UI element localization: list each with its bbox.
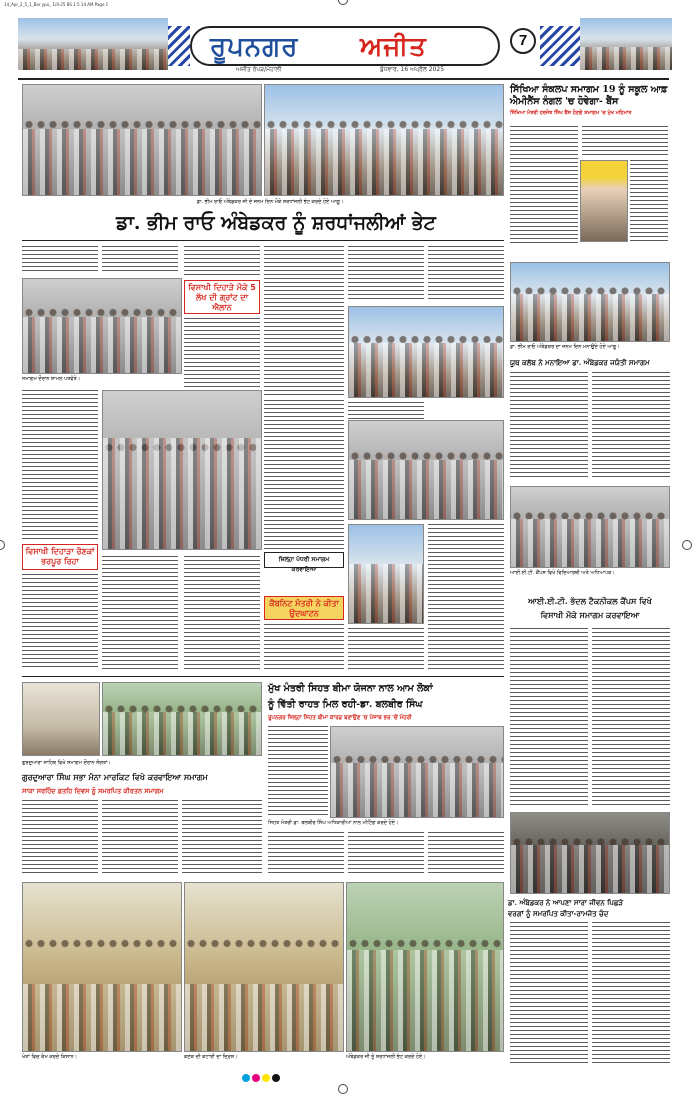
masthead-title-right: ਅਜੀਤ	[360, 32, 427, 62]
right-top-text	[510, 126, 578, 244]
crop-mark-right	[682, 540, 692, 550]
large-group-photo	[102, 390, 262, 550]
mid-garland-photo	[348, 524, 424, 624]
gurdwara-sangat-photo	[102, 682, 262, 756]
main-headline: ਡਾ. ਭੀਮ ਰਾਓ ਅੰਬੇਡਕਰ ਨੂੰ ਸ਼ਰਧਾਂਜਲੀਆਂ ਭੇਟ	[116, 212, 436, 234]
crop-mark-left	[0, 540, 5, 550]
headline-rule	[22, 240, 504, 241]
top-left-photo	[22, 84, 262, 196]
health-subhead: ਰੂਪਨਗਰ ਜ਼ਿਲ੍ਹਾ ਸਿਹਤ ਬੀਮਾ ਕਾਰਡ ਬਣਾਉਣ 'ਚ ਪੰਜਾਬ ਭਰ 'ਚੋਂ ਮੋਹਰੀ	[268, 715, 412, 721]
bottom-right-text-a	[510, 922, 588, 1064]
masthead-date: ਬੁੱਧਵਾਰ, 16 ਅਪ੍ਰੈਲ 2025	[380, 66, 445, 73]
right-top-text-3	[630, 160, 668, 242]
masthead-title-left: ਰੂਪਨਗਰ	[210, 32, 299, 62]
section-rule	[22, 676, 504, 677]
masthead-left-image	[18, 18, 168, 70]
masthead-pattern-left	[168, 26, 190, 66]
top-photo-caption: ਡਾ. ਭੀਮ ਰਾਓ ਅੰਬੇਡਕਰ ਜੀ ਦੇ ਜਨਮ ਦਿਨ ਮੌਕੇ ਸ਼ਰਧਾਂਜਲੀ ਭੇਟ ਕਰਦੇ ਹੋਏ ਆਗੂ।	[196, 199, 344, 205]
crop-mark-bottom	[338, 1084, 348, 1094]
gurdwara-text-c	[182, 800, 262, 876]
registration-dot-magenta	[252, 1074, 260, 1082]
bottom-caption-3: ਅੰਬੇਡਕਰ ਜੀ ਨੂੰ ਸ਼ਰਧਾਂਜਲੀ ਭੇਟ ਕਰਦੇ ਹੋਏ।	[346, 1054, 426, 1060]
left-top-photo	[22, 278, 182, 374]
center-text-e	[264, 400, 344, 550]
iet-headline-2: ਵਿਸਾਖੀ ਮੌਕੇ ਸਮਾਗਮ ਕਰਵਾਇਆ	[540, 610, 640, 620]
center-text-d	[184, 556, 260, 670]
red-box-headline: ਕੈਬਨਿਟ ਮੰਤਰੀ ਨੇ ਕੀਤਾ ਉਦਘਾਟਨ	[264, 596, 344, 620]
gurdwara-subhead: ਸਾਕਾ ਸਰਹਿੰਦ ਫ਼ਤਹਿ ਦਿਵਸ ਨੂੰ ਸਮਰਪਿਤ ਕੀਰਤਨ ਸਮਾਗਮ	[22, 787, 164, 795]
right-top-subhead: ਸਿੱਖਿਆ ਮੰਤਰੀ ਹਰਜੋਤ ਸਿੰਘ ਬੈਂਸ ਹੋਣਗੇ ਸਮਾਗਮ 'ਚ ਮੁੱਖ ਮਹਿਮਾਨ	[510, 110, 632, 116]
mid-text-d	[428, 524, 504, 670]
gurdwara-photo-caption: ਗੁਰਦੁਆਰਾ ਸਾਹਿਬ ਵਿਖੇ ਸਮਾਗਮ ਦੌਰਾਨ ਸੰਗਤਾਂ।	[22, 760, 111, 766]
crop-mark-top	[338, 0, 348, 5]
right-story2-text-a	[510, 372, 588, 480]
iet-campus-photo	[510, 486, 670, 568]
left-box-headline: ਵਿਸਾਖੀ ਦਿਹਾੜਾ ਰੌਣਕਾਂ ਭਰਪੂਰ ਰਿਹਾ	[22, 544, 98, 570]
health-meeting-photo	[330, 726, 504, 818]
bottom-right-headline-2: ਵਰਗਾਂ ਨੂੰ ਸਮਰਪਿਤ ਕੀਤਾ-ਰਾਮਜੋਤ ਚੰਦ	[508, 909, 609, 918]
center-text-b	[184, 318, 260, 388]
print-slug: 14_Apr_2_5_1_Bar ypu_ 1/4-25 BS 1:5 14 AM Page 1	[4, 2, 109, 7]
top-right-photo	[264, 84, 504, 196]
bottom-field-photo-2	[184, 882, 344, 1052]
bottom-caption-1: ਖੇਤਾਂ ਵਿਚ ਕੰਮ ਕਰਦੇ ਕਿਸਾਨ।	[22, 1054, 78, 1060]
left-intro-text	[22, 246, 98, 274]
health-headline-1: ਮੁੱਖ ਮੰਤਰੀ ਸਿਹਤ ਬੀਮਾ ਯੋਜਨਾ ਨਾਲ ਆਮ ਲੋਕਾਂ	[268, 683, 433, 694]
iet-text-a	[510, 628, 588, 808]
health-text-a	[268, 726, 328, 818]
left-text-c	[102, 556, 178, 670]
left-text-a	[22, 390, 98, 540]
health-text-b	[268, 832, 344, 876]
center-box-headline: ਵਿਸਾਖੀ ਦਿਹਾੜੇ ਮੌਕੇ 5 ਲੱਖ ਦੀ ਗ੍ਰਾਂਟ ਦਾ ਐਲਾਨ	[184, 280, 260, 314]
right-story2-headline: ਯੂਥ ਕਲੱਬ ਨੇ ਮਨਾਇਆ ਡਾ. ਅੰਬੇਡਕਰ ਜਯੰਤੀ ਸਮਾਗਮ	[510, 358, 650, 367]
mid-text-b	[428, 246, 504, 302]
bottom-field-photo-1	[22, 882, 182, 1052]
right-top-text-2	[582, 126, 668, 158]
masthead-title-box	[190, 26, 500, 66]
health-meeting-caption: ਸਿਹਤ ਮੰਤਰੀ ਡਾ. ਬਲਬੀਰ ਸਿੰਘ ਅਧਿਕਾਰੀਆਂ ਨਾਲ ਮੀਟਿੰਗ ਕਰਦੇ ਹੋਏ।	[268, 820, 399, 826]
bottom-right-text-b	[592, 922, 670, 1064]
masthead-right-image	[580, 18, 672, 70]
ambedkar-event-photo	[510, 812, 670, 894]
health-text-d	[428, 832, 504, 876]
iet-headline-1: ਆਈ.ਈ.ਟੀ. ਭੱਦਲ ਟੈਕਨੀਕਲ ਕੈਂਪਸ ਵਿਖੇ	[528, 596, 652, 606]
masthead-rule	[18, 78, 669, 80]
health-text-c	[348, 832, 424, 876]
minister-portrait	[580, 160, 628, 242]
health-headline-2: ਨੂੰ ਵਿੱਤੀ ਰਾਹਤ ਮਿਲ ਰਹੀ-ਡਾ. ਬਲਬੀਰ ਸਿੰਘ	[268, 699, 423, 710]
registration-dot-yellow	[262, 1074, 270, 1082]
gurdwara-text-b	[102, 800, 178, 876]
left-text-top-b	[102, 246, 178, 274]
masthead-pattern-right	[540, 26, 580, 66]
mid-statue-photo	[348, 420, 504, 520]
center-text-a	[184, 246, 260, 276]
mid-text-a	[348, 246, 424, 302]
center-box-2: ਜ਼ਿਲ੍ਹਾ ਪੱਧਰੀ ਸਮਾਗਮ ਕਰਵਾਇਆ	[264, 552, 344, 568]
right-top-headline: ਸਿੱਖਿਆ ਸੰਕਲਪ ਸਮਾਗਮ 19 ਨੂੰ ਸਕੂਲ ਆਫ਼ ਐਮੀਨੈਂਸ ਨੰਗਲ 'ਚ ਹੋਵੇਗਾ- ਬੈਂਸ	[510, 84, 668, 107]
gurdwara-portrait-photo	[22, 682, 100, 756]
center-text-c	[264, 246, 344, 396]
left-top-photo-caption: ਸਮਾਗਮ ਦੌਰਾਨ ਸ਼ਾਮਲ ਪਤਵੰਤੇ।	[22, 376, 81, 382]
right-youth-photo	[510, 262, 670, 342]
mid-ceremony-photo	[348, 306, 504, 398]
masthead	[18, 12, 672, 76]
gurdwara-text-a	[22, 800, 98, 876]
right-story2-text-b	[592, 372, 670, 480]
iet-text-b	[592, 628, 670, 808]
mid-text-e	[348, 628, 424, 670]
left-text-b	[22, 574, 98, 670]
bottom-caption-2: ਕਣਕ ਦੀ ਕਟਾਈ ਦਾ ਦ੍ਰਿਸ਼।	[184, 1054, 238, 1060]
center-text-f	[264, 624, 344, 670]
right-youth-caption: ਡਾ. ਭੀਮ ਰਾਓ ਅੰਬੇਡਕਰ ਦਾ ਜਨਮ ਦਿਨ ਮਨਾਉਂਦੇ ਹੋਏ ਆਗੂ।	[510, 344, 620, 350]
gurdwara-headline: ਗੁਰਦੁਆਰਾ ਸਿੰਘ ਸਭਾ ਮੰਨਾ ਮਾਰਕਿਟ ਵਿਖੇ ਕਰਵਾਇਆ ਸਮਾਗਮ	[22, 772, 208, 782]
registration-dot-cyan	[242, 1074, 250, 1082]
registration-dot-black	[272, 1074, 280, 1082]
bottom-tribute-photo	[346, 882, 504, 1052]
iet-photo-caption: ਆਈ.ਈ.ਟੀ. ਕੈਂਪਸ ਵਿਖੇ ਵਿਦਿਆਰਥੀ ਅਤੇ ਅਧਿਆਪਕ।	[510, 570, 615, 576]
bottom-right-headline-1: ਡਾ. ਅੰਬੇਡਕਰ ਨੇ ਆਪਣਾ ਸਾਰਾ ਜੀਵਨ ਪਿਛੜੇ	[508, 898, 624, 907]
masthead-subtitle: ਅਜੀਤ ਰੋਪੜ/ਮੋਹਾਲੀ	[236, 66, 282, 73]
page-number: 7	[510, 28, 536, 54]
